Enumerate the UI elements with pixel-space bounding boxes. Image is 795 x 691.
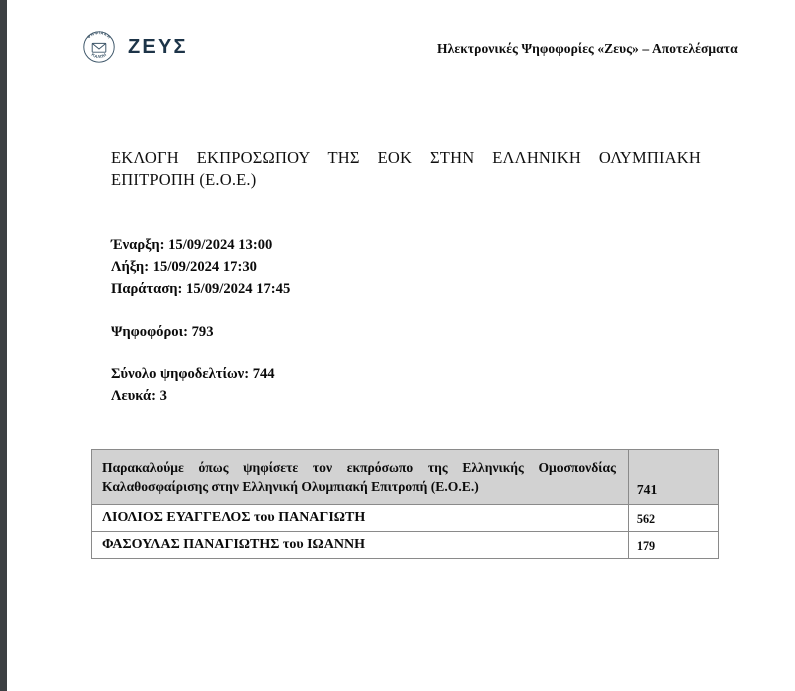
meta-voters: Ψηφοφόροι: 793 — [111, 323, 214, 340]
document-page — [7, 0, 795, 691]
digital-ballot-seal-icon — [79, 27, 119, 67]
candidate-count: 562 — [636, 511, 656, 526]
table-row — [92, 531, 719, 558]
results-table — [91, 449, 719, 559]
svg-text:ΚΑΛΠΗ: ΚΑΛΠΗ — [90, 51, 108, 60]
meta-extension: Παράταση: 15/09/2024 17:45 — [111, 281, 291, 298]
table-row-question — [92, 450, 719, 505]
meta-start: Έναρξη: 15/09/2024 13:00 — [111, 237, 273, 253]
zeus-logo[interactable] — [79, 27, 188, 67]
election-title: ΕΚΛΟΓΗ ΕΚΠΡΟΣΩΠΟΥ ΤΗΣ ΕΟΚ ΣΤΗΝ ΕΛΛΗΝΙΚΗ ΟΛΥΜΠΙΑΚΗ ΕΠΙΤΡΟΠΗ (Ε.Ο.Ε.) — [111, 148, 701, 189]
candidate-count: 179 — [636, 538, 656, 553]
table-row — [92, 504, 719, 531]
candidate-name: ΦΑΣΟΥΛΑΣ ΠΑΝΑΓΙΩΤΗΣ του ΙΩΑΝΝΗ — [102, 536, 365, 552]
meta-blank-ballots: Λευκά: 3 — [111, 387, 167, 404]
question-text: Παρακαλούμε όπως ψηφίσετε τον εκπρόσωπο της Ελληνικής Ομοσπονδίας Καλαθοσφαίρισης στην Ελληνική Ολυμπιακή Επιτροπή (Ε.Ο.Ε.) — [102, 460, 616, 495]
meta-end: Λήξη: 15/09/2024 17:30 — [111, 259, 257, 276]
header-title: Ηλεκτρονικές Ψηφοφορίες «Ζευς» – Αποτελέσματα — [437, 41, 738, 56]
election-meta — [111, 234, 631, 407]
zeus-wordmark: ΖΕΥΣ — [128, 35, 188, 58]
meta-total-ballots: Σύνολο ψηφοδελτίων: 744 — [111, 365, 275, 382]
svg-text:ΨΗΦΙΑΚΗ: ΨΗΦΙΑΚΗ — [86, 30, 112, 40]
candidate-name: ΛΙΟΛΙΟΣ ΕΥΑΓΓΕΛΟΣ του ΠΑΝΑΓΙΩΤΗ — [102, 509, 366, 525]
page-header — [7, 0, 795, 96]
question-count: 741 — [636, 481, 658, 497]
page-gutter — [0, 0, 7, 691]
